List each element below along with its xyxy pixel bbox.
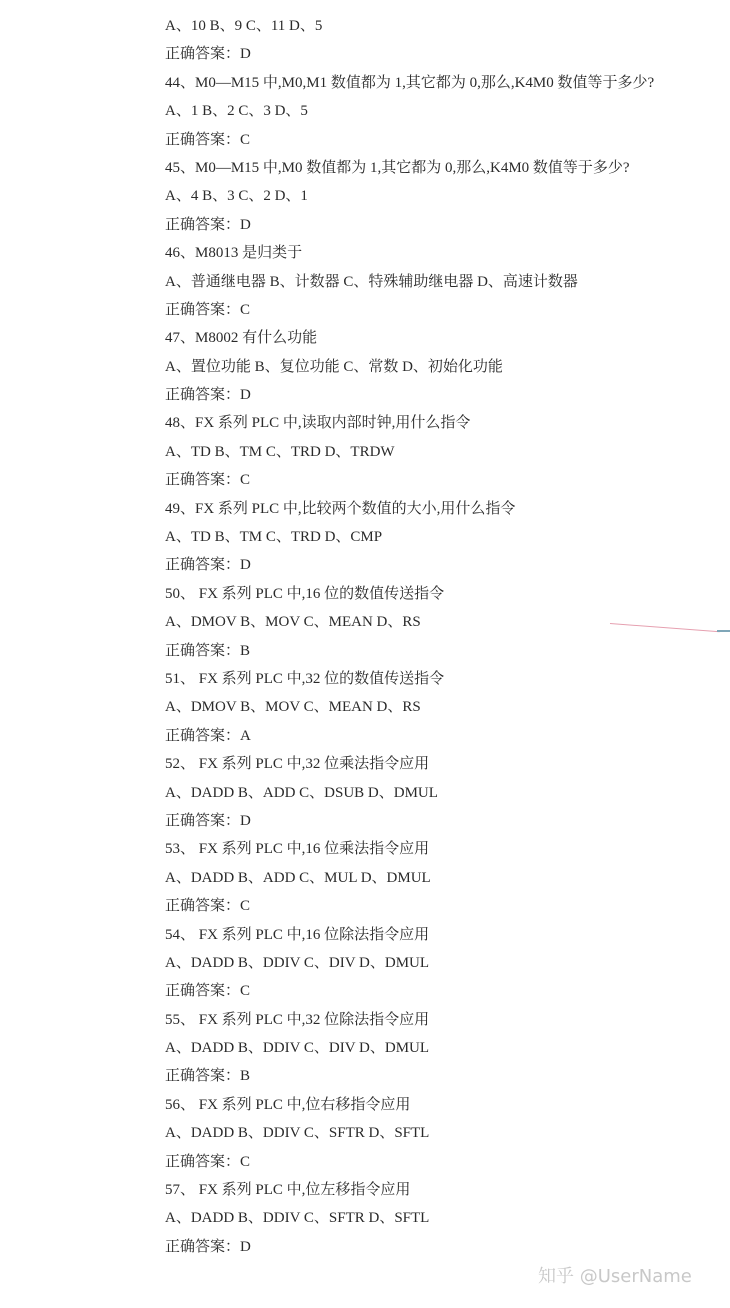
answer-line: 正确答案：C [165, 131, 251, 148]
options-line: A、TD B、TM C、TRD D、CMP [165, 529, 383, 546]
question-line: 49、FX 系列 PLC 中,比较两个数值的大小,用什么指令 [165, 500, 516, 517]
answer-line: 正确答案：C [165, 983, 251, 1000]
question-line: 55、 FX 系列 PLC 中,32 位除法指令应用 [165, 1011, 430, 1028]
question-line: 51、 FX 系列 PLC 中,32 位的数值传送指令 [165, 670, 445, 687]
options-line: A、DADD B、ADD C、DSUB D、DMUL [165, 784, 438, 801]
question-line: 56、 FX 系列 PLC 中,位右移指令应用 [165, 1096, 411, 1113]
options-line: A、DADD B、DDIV C、DIV D、DMUL [165, 1040, 430, 1057]
answer-line: 正确答案：D [165, 46, 251, 63]
options-line: A、4 B、3 C、2 D、1 [165, 188, 308, 205]
answer-line: 正确答案：D [165, 812, 251, 829]
options-line: A、DADD B、ADD C、MUL D、DMUL [165, 869, 431, 886]
options-line: A、DADD B、DDIV C、DIV D、DMUL [165, 954, 430, 971]
answer-line: 正确答案：D [165, 216, 251, 233]
options-line: A、TD B、TM C、TRD D、TRDW [165, 443, 395, 460]
answer-line: 正确答案：C [165, 301, 251, 318]
question-line: 44、M0—M15 中,M0,M1 数值都为 1,其它都为 0,那么,K4M0 数值等于多少? [165, 74, 655, 91]
pen-stroke-tip [717, 630, 730, 632]
question-line: 50、 FX 系列 PLC 中,16 位的数值传送指令 [165, 585, 445, 602]
answer-line: 正确答案：C [165, 1153, 251, 1170]
question-line: 52、 FX 系列 PLC 中,32 位乘法指令应用 [165, 756, 430, 773]
answer-line: 正确答案：B [165, 1068, 251, 1085]
answer-line: 正确答案：D [165, 557, 251, 574]
options-line: A、DADD B、DDIV C、SFTR D、SFTL [165, 1125, 430, 1142]
watermark: 知乎 @UserName [538, 1266, 692, 1287]
options-line: A、DMOV B、MOV C、MEAN D、RS [165, 699, 421, 716]
question-line: 47、M8002 有什么功能 [165, 330, 318, 347]
document-body [165, 12, 725, 1261]
answer-line: 正确答案：C [165, 898, 251, 915]
question-line: 46、M8013 是归类于 [165, 245, 303, 262]
question-line: 53、 FX 系列 PLC 中,16 位乘法指令应用 [165, 841, 430, 858]
options-line: A、普通继电器 B、计数器 C、特殊辅助继电器 D、高速计数器 [165, 273, 578, 290]
answer-line: 正确答案：B [165, 642, 251, 659]
options-line: A、DADD B、DDIV C、SFTR D、SFTL [165, 1210, 430, 1227]
answer-line: 正确答案：C [165, 472, 251, 489]
question-line: 48、FX 系列 PLC 中,读取内部时钟,用什么指令 [165, 415, 471, 432]
answer-line: 正确答案：D [165, 387, 251, 404]
question-line: 54、 FX 系列 PLC 中,16 位除法指令应用 [165, 926, 430, 943]
question-line: 45、M0—M15 中,M0 数值都为 1,其它都为 0,那么,K4M0 数值等于多少? [165, 159, 630, 176]
question-line: 57、 FX 系列 PLC 中,位左移指令应用 [165, 1182, 411, 1199]
options-line: A、10 B、9 C、11 D、5 [165, 18, 323, 34]
options-line: A、DMOV B、MOV C、MEAN D、RS [165, 614, 421, 631]
options-line: A、置位功能 B、复位功能 C、常数 D、初始化功能 [165, 358, 503, 375]
answer-line: 正确答案：A [165, 727, 251, 744]
options-line: A、1 B、2 C、3 D、5 [165, 103, 308, 120]
answer-line: 正确答案：D [165, 1238, 251, 1255]
